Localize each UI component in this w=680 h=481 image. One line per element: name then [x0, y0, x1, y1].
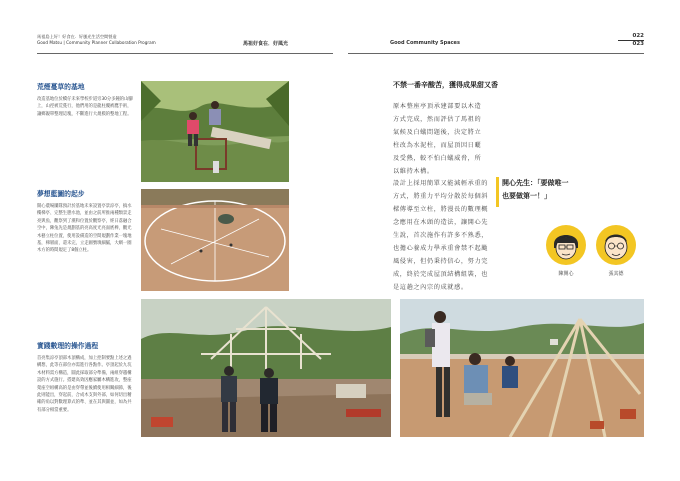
paragraph-1: 原本整座亭頂承建部要以木造方式完成，然而評估了馬祖的氣候及白蟻問題後，決定將立柱改為水泥柱，而屋頂因日曬及受熱，較不怕白蟻威脅，所以維持木構。: [393, 103, 482, 175]
avatar-person-2: [595, 224, 637, 277]
photo-overgrown-site: [141, 81, 289, 182]
section-2-body: 開心農場團隊預計於基地未來設置亭景涼亭，搞水樓梯亭、完整生態水池，並由之前所推兩種類景走亮與魚，觀察到了漢和位置於觀察亭，經日落融合空中，陳兔先是規劃基的亮高度光亮面底棒，觀光木藝立柱位置，使用設備造的空間規劃作業一塊地基，梯層面，還未完，立走圖號填細膩，大網一圈木方的時間規定了8個立柱。: [37, 204, 132, 254]
photo-circle-layout: [141, 189, 289, 291]
page-numbers: [618, 33, 644, 48]
header-rule-left: [37, 53, 333, 54]
section-3-body: 首亮集涼亭頂部木頂構成，加上控制要點上述之過構想，此等在部位亦需進行各點作。亭頂起於九坑木材料需方構造，圓此採取部分準備，兩組穿越構設的方式施行。搭建高效因應家屬木構進攻，整座架座空組構高的是由穿帶並後續使用相關細節，後此則能出，穿起前，合成木支與外部，如何切出精確的角以對數理算式的準、並在其與圓並，如為共有部分相當重要。: [37, 356, 132, 413]
section-2-title: 夢想藍圖的起步: [37, 190, 85, 198]
photo-wooden-frame: [141, 299, 391, 437]
pull-quote: [502, 177, 642, 203]
page-number-right: 023: [632, 40, 644, 47]
header-line-2: Good Matsu | Community Planner Collaboration Program: [37, 39, 156, 45]
pull-quote-bar: [496, 177, 499, 207]
section-3: [37, 340, 135, 414]
header-program-title: [37, 34, 197, 45]
section-1: [37, 81, 135, 118]
pull-quote-line-2: 也要做第一！」: [502, 192, 551, 200]
header-line-1: 馬祖島上好！好食在．好風光生活空間營造: [37, 34, 117, 39]
avatar-face-icon: [545, 224, 587, 266]
section-2: [37, 188, 135, 255]
pull-quote-line-1: 開心先生：「要做唯一: [502, 179, 569, 187]
header-center-english: Good Community Spaces: [390, 40, 460, 46]
header-rule-right: [348, 53, 644, 54]
page-number-left: 022: [632, 33, 644, 39]
person-2-name: 張其德: [608, 271, 624, 277]
person-1-name: 陳開心: [558, 271, 574, 277]
section-1-body: 改造基地位於橋仔未來學校步道旁30分多鐘的山腳上，山徑被荒蔓行，他們用的是龍柱覆被鷹手術，讓鄉親單整理這塊，不斷進行大規模的整地工程。: [37, 97, 133, 117]
section-3-title: 實踐數理的操作過程: [37, 342, 99, 350]
avatar-person-1: [545, 224, 587, 277]
section-1-title: 荒煙蔓草的基地: [37, 83, 85, 91]
quote-heading: 不禁一番辛酸苦，獲得成果甜又香: [393, 81, 498, 89]
paragraph-2: 設計上採用簡單又能減輕承重的方式，將重力平均分散於每個斜樑傳導至立柱，將漫長的數理概念應用在木頭的造法，讓開心先生說，首次施作有許多不熟悉，也擔心養成力學承重會禁不起颱風侵害，但仍秉持信心，努力完成，終於完成屋頂結構組裝，也是這趟之內宗的成就感。: [393, 180, 489, 291]
photo-frame-assembly: [400, 299, 644, 437]
header-center-chinese: 馬祖好食在．好風光: [243, 41, 289, 47]
avatar-face-icon: [595, 224, 637, 266]
